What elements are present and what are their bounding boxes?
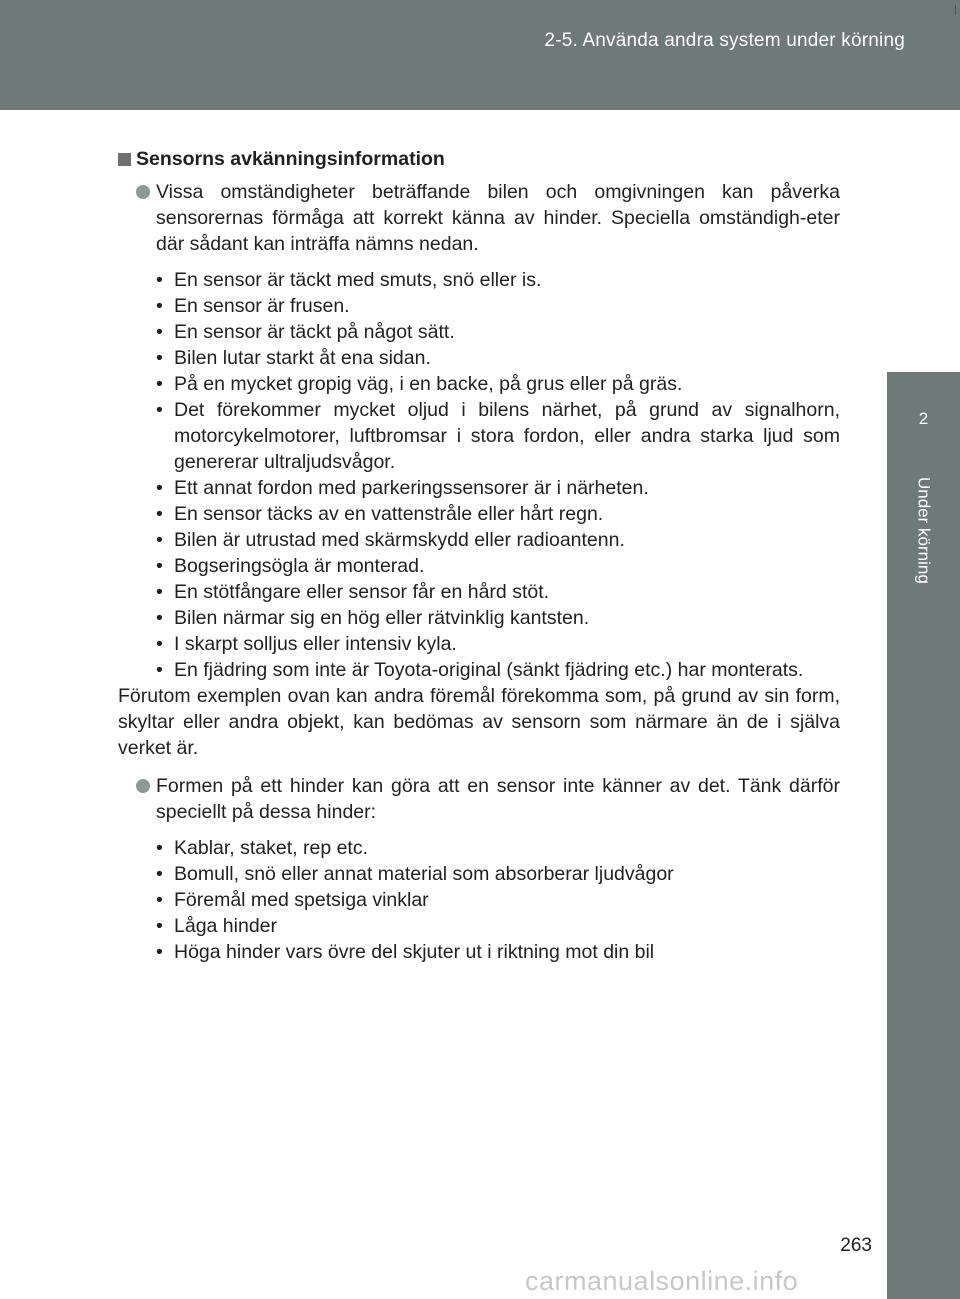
circle-bullet-icon	[136, 185, 150, 199]
list-item: • På en mycket gropig väg, i en backe, på grus eller på gräs.	[156, 371, 840, 397]
chapter-tab-strip	[887, 615, 960, 1299]
circle-bullet-icon	[136, 779, 150, 793]
list-item: • Bilen lutar starkt åt ena sidan.	[156, 345, 840, 371]
list-item: • I skarpt solljus eller intensiv kyla.	[156, 631, 840, 657]
list-item: • Bogseringsögla är monterad.	[156, 553, 840, 579]
list-item: • Låga hinder	[156, 913, 840, 939]
list-item: • En fjädring som inte är Toyota-original (sänkt fjädring etc.) har monterats.	[156, 657, 840, 683]
page-number: 263	[840, 1235, 872, 1256]
list-item: • Det förekommer mycket oljud i bilens närhet, på grund av signalhorn, motorcykelmotorer, luftbromsar i stora fordon, eller andra starka ljud som genererar ultraljudsvågor.	[156, 397, 840, 475]
list-item: • Ett annat fordon med parkeringssensorer är i närheten.	[156, 475, 840, 501]
list-item: • Kablar, staket, rep etc.	[156, 835, 840, 861]
section-heading-text: Sensorns avkänningsinformation	[136, 148, 445, 170]
list-item: • En sensor är täckt med smuts, snö eller is.	[156, 267, 840, 293]
chapter-tab-number[interactable]: 2	[887, 372, 960, 465]
conditions-list	[118, 267, 840, 683]
list-item: • Bilen är utrustad med skärmskydd eller radioantenn.	[156, 527, 840, 553]
circle-bullet-paragraph	[118, 179, 840, 257]
obstacles-list	[118, 835, 840, 965]
chapter-tab-label[interactable]	[887, 465, 960, 615]
list-item: • Bilen närmar sig en hög eller rätvinklig kantsten.	[156, 605, 840, 631]
watermark[interactable]: carmanualsonline.info	[525, 1266, 799, 1296]
list-item: • Föremål med spetsiga vinklar	[156, 887, 840, 913]
crop-mark	[955, 5, 956, 15]
chapter-tab-label-text: Under körning	[914, 477, 934, 584]
section-title: 2-5. Använda andra system under körning	[544, 30, 905, 51]
circle-bullet-paragraph	[118, 773, 840, 825]
list-item: • En stötfångare eller sensor får en hård stöt.	[156, 579, 840, 605]
section-heading	[118, 146, 840, 172]
paragraph-text: Vissa omständigheter beträffande bilen och omgivningen kan påverka sensorernas förmåga att korrekt känna av hinder. Speciella omständigh-eter där sådant kan inträffa nämns nedan.	[156, 181, 840, 255]
paragraph-text: Formen på ett hinder kan göra att en sensor inte känner av det. Tänk därför speciellt på dessa hinder:	[156, 775, 840, 823]
list-item: • En sensor är täckt på något sätt.	[156, 319, 840, 345]
list-item: • Höga hinder vars övre del skjuter ut i riktning mot din bil	[156, 939, 840, 965]
list-item: • En sensor täcks av en vattenstråle eller hårt regn.	[156, 501, 840, 527]
header-bar	[0, 0, 960, 110]
square-bullet-icon	[118, 153, 131, 166]
paragraph-text: Förutom exemplen ovan kan andra föremål förekomma som, på grund av sin form, skyltar eller andra objekt, kan bedömas av sensorn som närmare än de i själva verket är.	[118, 685, 840, 759]
list-item: • En sensor är frusen.	[156, 293, 840, 319]
main-content	[118, 146, 840, 965]
list-item: • Bomull, snö eller annat material som absorberar ljudvågor	[156, 861, 840, 887]
